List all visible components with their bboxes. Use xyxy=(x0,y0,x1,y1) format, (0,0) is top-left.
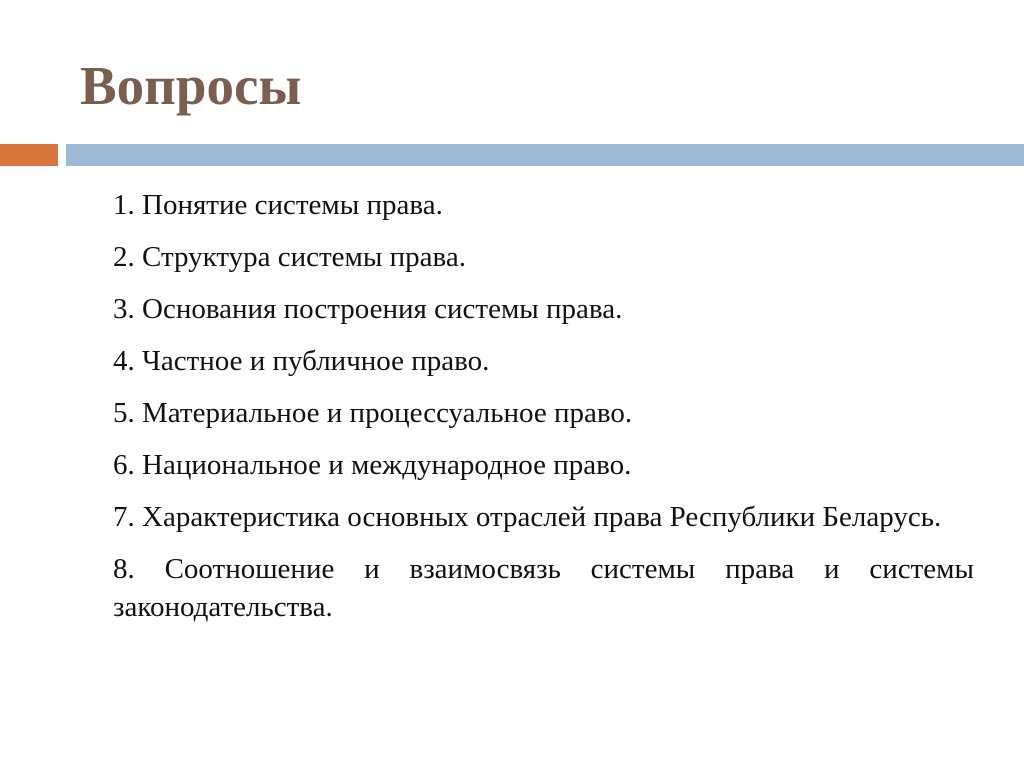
question-item-2: 2. Структура системы права. xyxy=(113,241,466,273)
question-item-7: 7. Характеристика основных отраслей права Республики Беларусь. xyxy=(113,501,942,533)
question-item-5: 5. Материальное и процессуальное право. xyxy=(113,397,633,429)
question-item-8: 8. Соотношение и взаимосвязь системы права и системы законодательства. xyxy=(113,553,974,623)
question-item-4: 4. Частное и публичное право. xyxy=(113,345,490,377)
question-item-3: 3. Основания построения системы права. xyxy=(113,293,623,325)
title-rule-accent xyxy=(0,144,58,166)
question-list xyxy=(113,186,974,640)
title-rule-bar xyxy=(66,144,1024,166)
question-item-1: 1. Понятие системы права. xyxy=(113,189,443,221)
slide-title: Вопросы xyxy=(80,55,302,116)
question-item-6: 6. Национальное и международное право. xyxy=(113,449,632,481)
